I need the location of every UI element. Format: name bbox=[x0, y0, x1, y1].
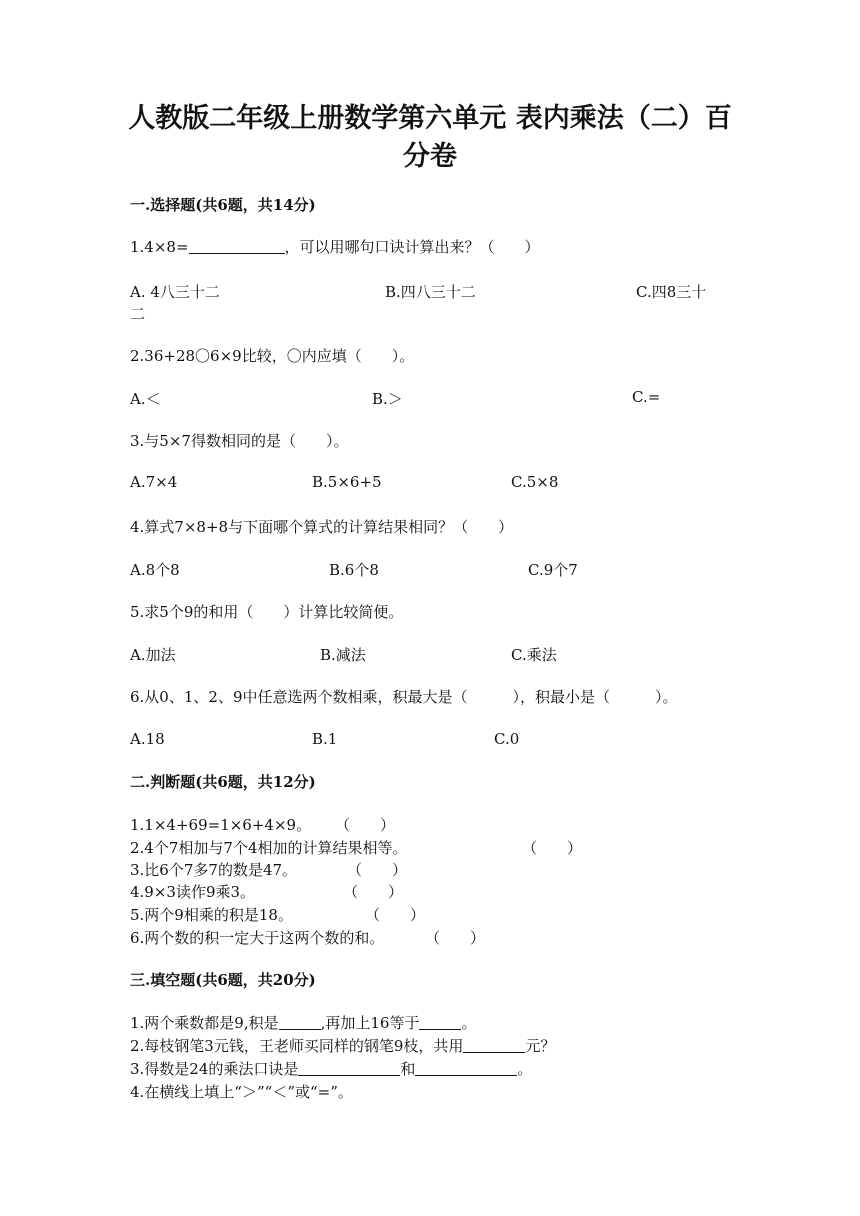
judge-paren[interactable]: （ ） bbox=[343, 883, 404, 901]
judge-text: 5.两个9相乘的积是18。 bbox=[130, 906, 293, 924]
judge-text: 6.两个数的积一定大于这两个数的和。 bbox=[130, 929, 385, 947]
judge-text: 3.比6个7多7的数是47。 bbox=[130, 861, 298, 879]
option-c[interactable]: C.= bbox=[632, 388, 661, 406]
section-heading-judge: 二.判断题(共6题，共12分) bbox=[130, 773, 316, 791]
option-c[interactable]: C.0 bbox=[494, 730, 520, 748]
question-text: 1.4×8= bbox=[130, 238, 189, 256]
option-a[interactable]: A. 4八三十二 bbox=[130, 283, 220, 301]
answer-blank[interactable] bbox=[298, 1061, 400, 1076]
judge-paren[interactable]: （ ） bbox=[425, 929, 486, 947]
option-b[interactable]: B.5×6+5 bbox=[312, 473, 382, 491]
choice-question-5: 5.求5个9的和用（ ）计算比较简便。 bbox=[130, 603, 404, 621]
question-text: 和 bbox=[400, 1060, 416, 1078]
option-a[interactable]: A.7×4 bbox=[130, 473, 178, 491]
section-heading-choice: 一.选择题(共6题，共14分) bbox=[130, 196, 316, 214]
answer-blank[interactable] bbox=[189, 239, 285, 254]
option-a[interactable]: A.＜ bbox=[130, 390, 161, 408]
option-c[interactable]: C.9个7 bbox=[528, 561, 578, 579]
option-c[interactable]: C.5×8 bbox=[511, 473, 559, 491]
option-a[interactable]: A.18 bbox=[130, 730, 165, 748]
judge-text: 1.1×4+69=1×6+4×9。 bbox=[130, 816, 312, 834]
answer-blank[interactable] bbox=[415, 1061, 517, 1076]
option-c-wrap: 二 bbox=[130, 305, 146, 323]
choice-question-1 bbox=[130, 236, 540, 257]
judge-text: 2.4个7相加与7个4相加的计算结果相等。 bbox=[130, 839, 408, 857]
choice-question-4: 4.算式7×8+8与下面哪个算式的计算结果相同？（ ） bbox=[130, 518, 514, 536]
judge-text: 4.9×3读作9乘3。 bbox=[130, 883, 256, 901]
fill-question-3 bbox=[130, 1058, 532, 1079]
fill-question-4: 4.在横线上填上“＞”“＜”或“=”。 bbox=[130, 1083, 353, 1101]
page-title bbox=[120, 100, 740, 176]
fill-question-1 bbox=[130, 1012, 477, 1033]
option-b[interactable]: B.1 bbox=[312, 730, 338, 748]
fill-question-2 bbox=[130, 1035, 555, 1056]
option-a[interactable]: A.8个8 bbox=[130, 561, 180, 579]
option-a[interactable]: A.加法 bbox=[130, 646, 176, 664]
question-text: ,再加上16等于 bbox=[320, 1014, 420, 1032]
answer-blank[interactable] bbox=[419, 1015, 461, 1030]
answer-blank[interactable] bbox=[279, 1015, 321, 1030]
judge-paren[interactable]: （ ） bbox=[365, 906, 426, 924]
question-text: 元？ bbox=[525, 1037, 556, 1055]
question-text: 3.得数是24的乘法口诀是 bbox=[130, 1060, 299, 1078]
choice-question-3: 3.与5×7得数相同的是（ ）。 bbox=[130, 432, 349, 450]
option-b[interactable]: B.6个8 bbox=[329, 561, 379, 579]
section-heading-fill: 三.填空题(共6题，共20分) bbox=[130, 971, 316, 989]
option-b[interactable]: B.减法 bbox=[320, 646, 366, 664]
question-text: 2.每枝钢笔3元钱，王老师买同样的钢笔9枝，共用 bbox=[130, 1037, 464, 1055]
judge-item-1 bbox=[130, 814, 311, 835]
choice-question-2: 2.36+28〇6×9比较，〇内应填（ ）。 bbox=[130, 347, 415, 365]
title-line-1: 人教版二年级上册数学第六单元 表内乘法（二）百 bbox=[128, 103, 732, 134]
judge-item-6 bbox=[130, 927, 384, 948]
judge-item-5 bbox=[130, 904, 293, 925]
judge-item-4 bbox=[130, 881, 255, 902]
judge-item-3 bbox=[130, 859, 297, 880]
judge-paren[interactable]: （ ） bbox=[335, 816, 396, 834]
option-b[interactable]: B.四八三十二 bbox=[385, 283, 476, 301]
choice-question-6: 6.从0、1、2、9中任意选两个数相乘，积最大是（ ），积最小是（ ）。 bbox=[130, 688, 678, 706]
answer-blank[interactable] bbox=[463, 1038, 525, 1053]
title-line-2: 分卷 bbox=[403, 141, 457, 172]
option-b[interactable]: B.＞ bbox=[372, 390, 403, 408]
judge-paren[interactable]: （ ） bbox=[522, 839, 583, 857]
judge-paren[interactable]: （ ） bbox=[347, 861, 408, 879]
option-c[interactable]: C.乘法 bbox=[511, 646, 557, 664]
judge-item-2 bbox=[130, 837, 408, 858]
question-text: 。 bbox=[461, 1014, 477, 1032]
question-text: ，可以用哪句口诀计算出来？（ ） bbox=[284, 238, 540, 256]
option-c[interactable]: C.四8三十 bbox=[636, 283, 707, 301]
question-text: 1.两个乘数都是9,积是 bbox=[130, 1014, 279, 1032]
question-text: 。 bbox=[517, 1060, 533, 1078]
